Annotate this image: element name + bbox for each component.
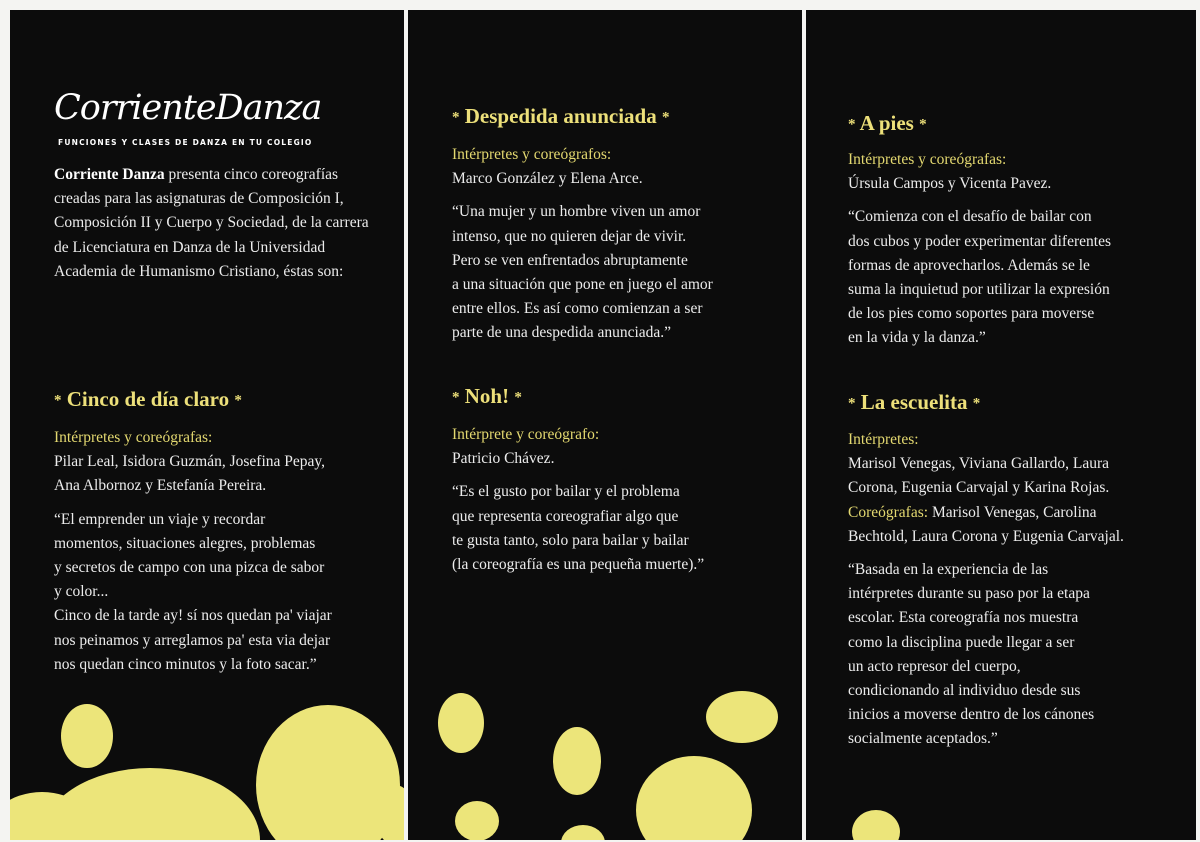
brand-tagline: FUNCIONES Y CLASES DE DANZA EN TU COLEGIO	[58, 138, 313, 147]
quote-line: nos peinamos y arreglamos pa' esta via dejar	[54, 631, 331, 649]
credits-line: Marisol Venegas, Viviana Gallardo, Laura	[848, 455, 1110, 473]
credits-label: Coreógrafas:	[848, 503, 929, 521]
quote-line: condicionando al individuo desde sus	[848, 682, 1081, 700]
credits-line: Corona, Eugenia Carvajal y Karina Rojas.	[848, 479, 1110, 497]
quote-line: “El emprender un viaje y recordar	[54, 510, 266, 528]
quote-line: como la disciplina puede llegar a ser	[848, 633, 1075, 651]
credits-label: Intérpretes:	[848, 431, 919, 448]
quote-line: a una situación que pone en juego el amor	[452, 276, 713, 294]
quote-line: socialmente aceptados.”	[848, 730, 998, 748]
quote-line: formas de aprovecharlos. Además se le	[848, 256, 1090, 274]
credits-line: Úrsula Campos y Vicenta Pavez.	[848, 175, 1052, 193]
quote-line: un acto represor del cuerpo,	[848, 657, 1021, 675]
quote-line: y secretos de campo con una pizca de sabor	[54, 559, 325, 577]
panel-middle	[408, 10, 802, 840]
brand-logo: CorrienteDanza	[54, 88, 322, 128]
intro-bold: Corriente Danza	[54, 166, 165, 183]
quote-line: de los pies como soportes para moverse	[848, 305, 1095, 323]
yellow-blobs-decoration	[10, 10, 404, 840]
credits-line: Ana Albornoz y Estefanía Pereira.	[54, 477, 267, 495]
quote-line: te gusta tanto, solo para bailar y bailar	[452, 531, 689, 549]
star-icon: *	[452, 109, 460, 126]
star-icon: *	[848, 116, 856, 133]
star-icon: *	[514, 389, 522, 406]
credits-line: Pilar Leal, Isidora Guzmán, Josefina Pepay,	[54, 453, 326, 471]
quote-line: nos quedan cinco minutos y la foto sacar.”	[54, 655, 317, 673]
quote-line: que representa coreografiar algo que	[452, 507, 679, 525]
intro-line: Composición II y Cuerpo y Sociedad, de la carrera	[54, 214, 369, 232]
section-title-noh: * Noh! *	[452, 384, 522, 408]
panel-left	[10, 10, 404, 840]
credits-line: Marco González y Elena Arce.	[452, 170, 643, 188]
section-title-despedida: * Despedida anunciada *	[452, 104, 670, 128]
quote-line: suma la inquietud por utilizar la expresión	[848, 281, 1110, 299]
star-icon: *	[848, 395, 856, 412]
panel-right	[806, 10, 1196, 840]
quote-line: (la coreografía es una pequeña muerte).”	[452, 556, 705, 574]
quote-line: Cinco de la tarde ay! sí nos quedan pa' viajar	[54, 607, 332, 625]
intro-line: creadas para las asignaturas de Composición I,	[54, 190, 344, 208]
star-icon: *	[234, 392, 242, 409]
section-title-apies: * A pies *	[848, 111, 927, 135]
credits-line: Coreógrafas: Marisol Venegas, Carolina	[848, 503, 1097, 521]
quote-line: intenso, que no quieren dejar de vivir.	[452, 227, 687, 245]
intro-line: Academia de Humanismo Cristiano, éstas son:	[54, 262, 344, 280]
yellow-blobs-decoration	[806, 10, 1196, 840]
quote-line: intérpretes durante su paso por la etapa	[848, 585, 1090, 603]
intro-line: de Licenciatura en Danza de la Universidad	[54, 238, 326, 256]
star-icon: *	[972, 395, 981, 412]
quote-line: en la vida y la danza.”	[848, 329, 986, 347]
intro-line: presenta cinco coreografías	[164, 166, 339, 183]
credits-label: Intérpretes y coreógrafos:	[452, 146, 612, 163]
quote-line: “Basada en la experiencia de las	[848, 561, 1049, 579]
quote-line: dos cubos y poder experimentar diferentes	[848, 232, 1111, 250]
yellow-blobs-decoration	[408, 10, 802, 840]
credits-label: Intérprete y coreógrafo:	[452, 426, 600, 443]
quote-line: “Comienza con el desafío de bailar con	[848, 208, 1092, 226]
quote-line: inicios a moverse dentro de los cánones	[848, 706, 1095, 724]
star-icon: *	[661, 109, 670, 126]
credits-label: Intérpretes y coreógrafas:	[54, 429, 213, 446]
quote-line: “Es el gusto por bailar y el problema	[452, 483, 680, 501]
section-title-cinco: * Cinco de día claro *	[54, 387, 242, 411]
section-title-escuelita: * La escuelita *	[848, 390, 981, 414]
star-icon: *	[452, 389, 460, 406]
quote-line: Pero se ven enfrentados abruptamente	[452, 251, 688, 269]
quote-line: parte de una despedida anunciada.”	[452, 324, 672, 342]
quote-line: “Una mujer y un hombre viven un amor	[452, 203, 701, 221]
quote-line: y color...	[54, 583, 109, 601]
star-icon: *	[54, 392, 62, 409]
credits-label: Intérpretes y coreógrafas:	[848, 151, 1007, 168]
credits-line: Patricio Chávez.	[452, 450, 555, 468]
credits-line: Bechtold, Laura Corona y Eugenia Carvajal.	[848, 527, 1124, 545]
quote-line: escolar. Esta coreografía nos muestra	[848, 609, 1079, 627]
star-icon: *	[919, 116, 927, 133]
quote-line: entre ellos. Es así como comienzan a ser	[452, 300, 703, 318]
quote-line: momentos, situaciones alegres, problemas	[54, 534, 316, 552]
